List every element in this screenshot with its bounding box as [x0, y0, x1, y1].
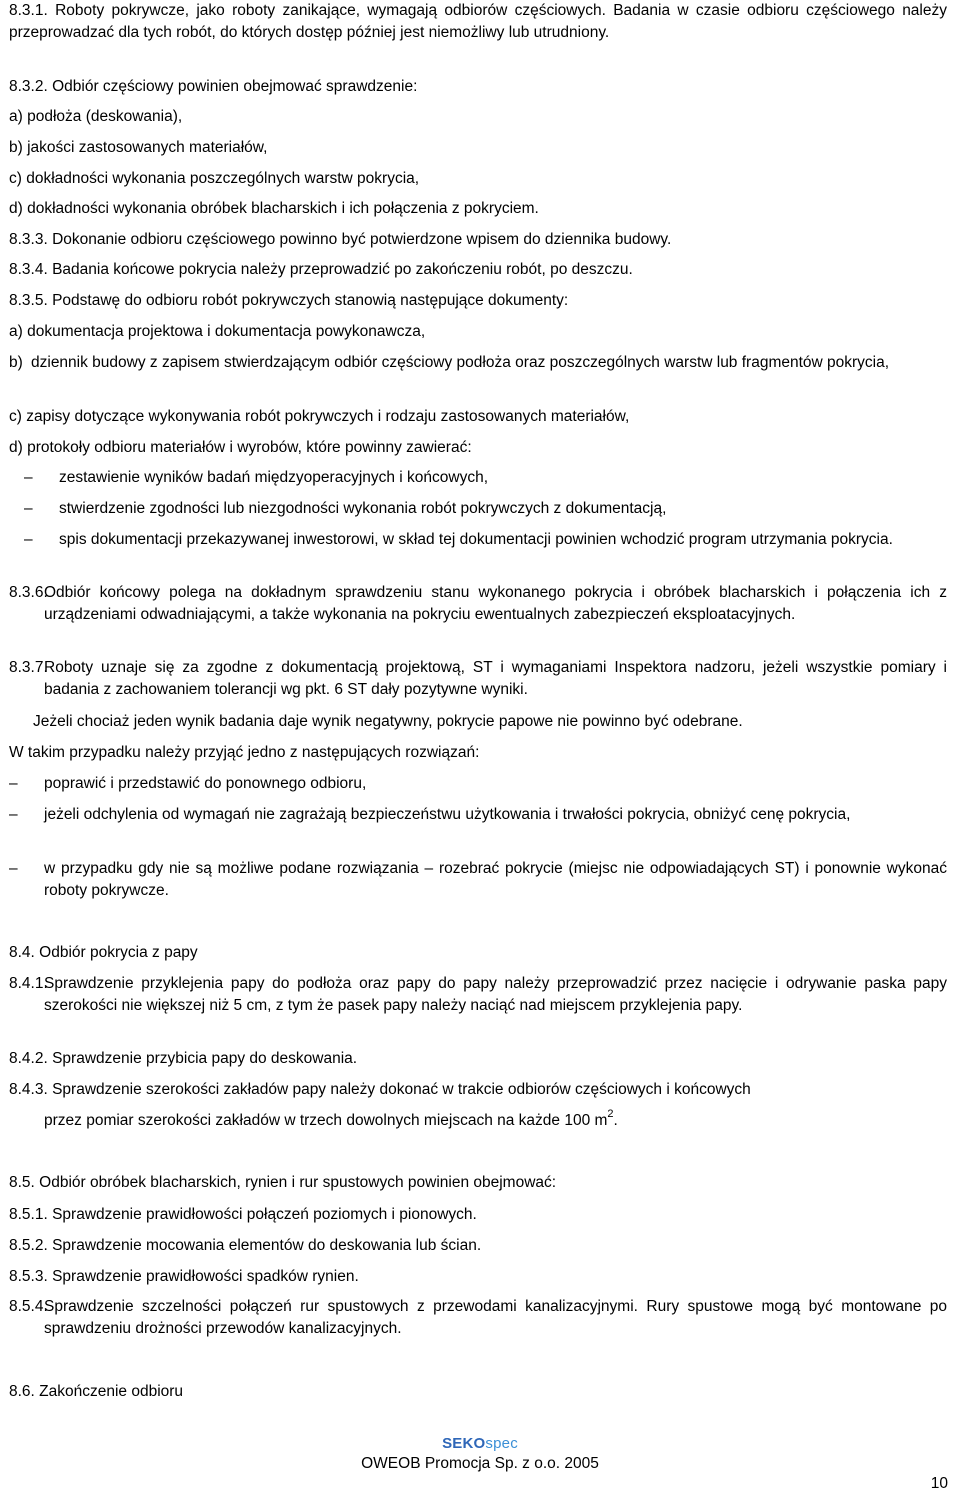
paragraph-8-3-7-negative: Jeżeli chociaż jeden wynik badania daje wynik negatywny, pokrycie papowe nie powinno być odebrane. — [33, 713, 743, 730]
dash-item-text: zestawienie wyników badań międzyoperacyjnych i końcowych, — [59, 469, 489, 486]
list-item-8-3-2-b: b) jakości zastosowanych materiałów, — [9, 139, 268, 156]
paragraph-8-3-1: 8.3.1. Roboty pokrywcze, jako roboty zanikające, wymagają odbiorów częściowych. Badania w czasie odbioru częściowego należy przeprowadzać dla tych robót, do których dostęp później jest niemożliwy lub utrudniony. — [9, 2, 947, 41]
paragraph-text: Sprawdzenie przyklejenia papy do podłoża oraz papy do papy należy przeprowadzić przez nacięcie i odrywanie paska papy szerokości nie większej niż 5 cm, z tym że pasek papy należy naciąć nad miejscem przyklejenia papy. — [44, 975, 947, 1014]
paragraph-8-3-7 — [9, 657, 947, 701]
dash-item-text: spis dokumentacji przekazywanej inwestorowi, w skład tej dokumentacji powinien wchodzić program utrzymania pokrycia. — [59, 531, 893, 548]
list-item-8-3-5-b — [9, 352, 947, 374]
list-item-text: dziennik budowy z zapisem stwierdzającym odbiór częściowy podłoża oraz poszczególnych warstw lub fragmentów pokrycia, — [31, 354, 890, 371]
dash-item-3 — [24, 529, 947, 551]
paragraph-8-5-4 — [9, 1296, 947, 1340]
paragraph-8-5-3: 8.5.3. Sprawdzenie prawidłowości spadków rynien. — [9, 1268, 359, 1285]
list-item-8-3-5-d: d) protokoły odbioru materiałów i wyrobów, które powinny zawierać: — [9, 439, 472, 456]
solution-item-2 — [9, 804, 947, 826]
section-heading-8-5: 8.5. Odbiór obróbek blacharskich, rynien i rur spustowych powinien obejmować: — [9, 1174, 557, 1191]
paragraph-8-4-2: 8.4.2. Sprawdzenie przybicia papy do deskowania. — [9, 1050, 358, 1067]
list-item-8-3-5-a: a) dokumentacja projektowa i dokumentacja powykonawcza, — [9, 323, 426, 340]
paragraph-8-5-1: 8.5.1. Sprawdzenie prawidłowości połączeń poziomych i pionowych. — [9, 1206, 477, 1223]
logo-part-1: SEKO — [442, 1435, 486, 1452]
dash-marker: – — [24, 500, 33, 517]
dash-item-text: poprawić i przedstawić do ponownego odbioru, — [44, 775, 367, 792]
page-number: 10 — [930, 1475, 948, 1492]
list-item-8-3-2-c: c) dokładności wykonania poszczególnych warstw pokrycia, — [9, 170, 420, 187]
dash-marker: – — [9, 775, 18, 792]
paragraph-8-4-1 — [9, 973, 947, 1017]
section-number: 8.5.4. — [9, 1298, 48, 1315]
paragraph-8-3-3: 8.3.3. Dokonanie odbioru częściowego powinno być potwierdzone wpisem do dziennika budowy. — [9, 231, 672, 248]
dash-item-text: w przypadku gdy nie są możliwe podane rozwiązania – rozebrać pokrycie (miejsc nie odpowiadających ST) i ponownie wykonać roboty pokrywcze. — [44, 860, 947, 899]
section-heading-8-4: 8.4. Odbiór pokrycia z papy — [9, 944, 198, 961]
list-item-8-3-5-c: c) zapisy dotyczące wykonywania robót pokrywczych i rodzaju zastosowanych materiałów, — [9, 408, 630, 425]
list-item-8-3-2-a: a) podłoża (deskowania), — [9, 108, 183, 125]
paragraph-text: przez pomiar szerokości zakładów w trzech dowolnych miejscach na każde 100 m — [44, 1112, 608, 1129]
footer-company: OWEOB Promocja Sp. z o.o. 2005 — [361, 1455, 599, 1472]
solution-item-1 — [9, 773, 947, 795]
list-item-8-3-2-d: d) dokładności wykonania obróbek blacharskich i ich połączenia z pokryciem. — [9, 200, 539, 217]
sentence-end: . — [613, 1112, 618, 1129]
dash-marker: – — [24, 469, 33, 486]
paragraph-8-3-4: 8.3.4. Badania końcowe pokrycia należy przeprowadzić po zakończeniu robót, po deszczu. — [9, 261, 633, 278]
dash-item-text: stwierdzenie zgodności lub niezgodności wykonania robót pokrywczych z dokumentacją, — [59, 500, 667, 517]
dash-item-2 — [24, 498, 947, 520]
paragraph-8-5-2: 8.5.2. Sprawdzenie mocowania elementów do deskowania lub ścian. — [9, 1237, 482, 1254]
section-number: 8.3.7. — [9, 659, 48, 676]
paragraph-8-3-5: 8.3.5. Podstawę do odbioru robót pokrywczych stanowią następujące dokumenty: — [9, 292, 569, 309]
logo-part-2: spec — [485, 1435, 518, 1452]
paragraph-8-4-3-line-1: 8.4.3. Sprawdzenie szerokości zakładów papy należy dokonać w trakcie odbiorów częściowych i końcowych — [9, 1081, 751, 1098]
dash-marker: – — [9, 860, 18, 877]
section-heading-8-6: 8.6. Zakończenie odbioru — [9, 1383, 184, 1400]
paragraph-8-3-7-solutions: W takim przypadku należy przyjąć jedno z następujących rozwiązań: — [9, 744, 480, 761]
footer-logo — [0, 1435, 960, 1452]
dash-marker: – — [9, 806, 18, 823]
dash-marker: – — [24, 531, 33, 548]
paragraph-8-3-6 — [9, 582, 947, 626]
dash-item-1 — [24, 467, 947, 489]
paragraph-8-4-3-line-2 — [44, 1110, 947, 1132]
dash-item-text: jeżeli odchylenia od wymagań nie zagrażają bezpieczeństwu użytkowania i trwałości pokrycia, obniżyć cenę pokrycia, — [44, 806, 851, 823]
list-marker: b) — [9, 354, 23, 371]
section-number: 8.4.1. — [9, 975, 48, 992]
paragraph-text: Sprawdzenie szczelności połączeń rur spustowych z przewodami kanalizacyjnymi. Rury spustowe mogą być montowane po sprawdzeniu drożności przewodów kanalizacyjnych. — [44, 1298, 947, 1337]
solution-item-3 — [9, 858, 947, 902]
paragraph-text: Odbiór końcowy polega na dokładnym sprawdzeniu stanu wykonanego pokrycia i obróbek blacharskich i połączenia ich z urządzeniami odwadniającymi, a także wykonania na pokryciu ewentualnych zabezpieczeń eksploatacyjnych. — [44, 584, 947, 623]
section-number: 8.3.6. — [9, 584, 48, 601]
superscript: 2 — [607, 1108, 614, 1120]
paragraph-8-3-2: 8.3.2. Odbiór częściowy powinien obejmować sprawdzenie: — [9, 78, 418, 95]
paragraph-text: Roboty uznaje się za zgodne z dokumentacją projektową, ST i wymaganiami Inspektora nadzoru, jeżeli wszystkie pomiary i badania z zachowaniem tolerancji wg pkt. 6 ST dały pozytywne wyniki. — [44, 659, 947, 698]
